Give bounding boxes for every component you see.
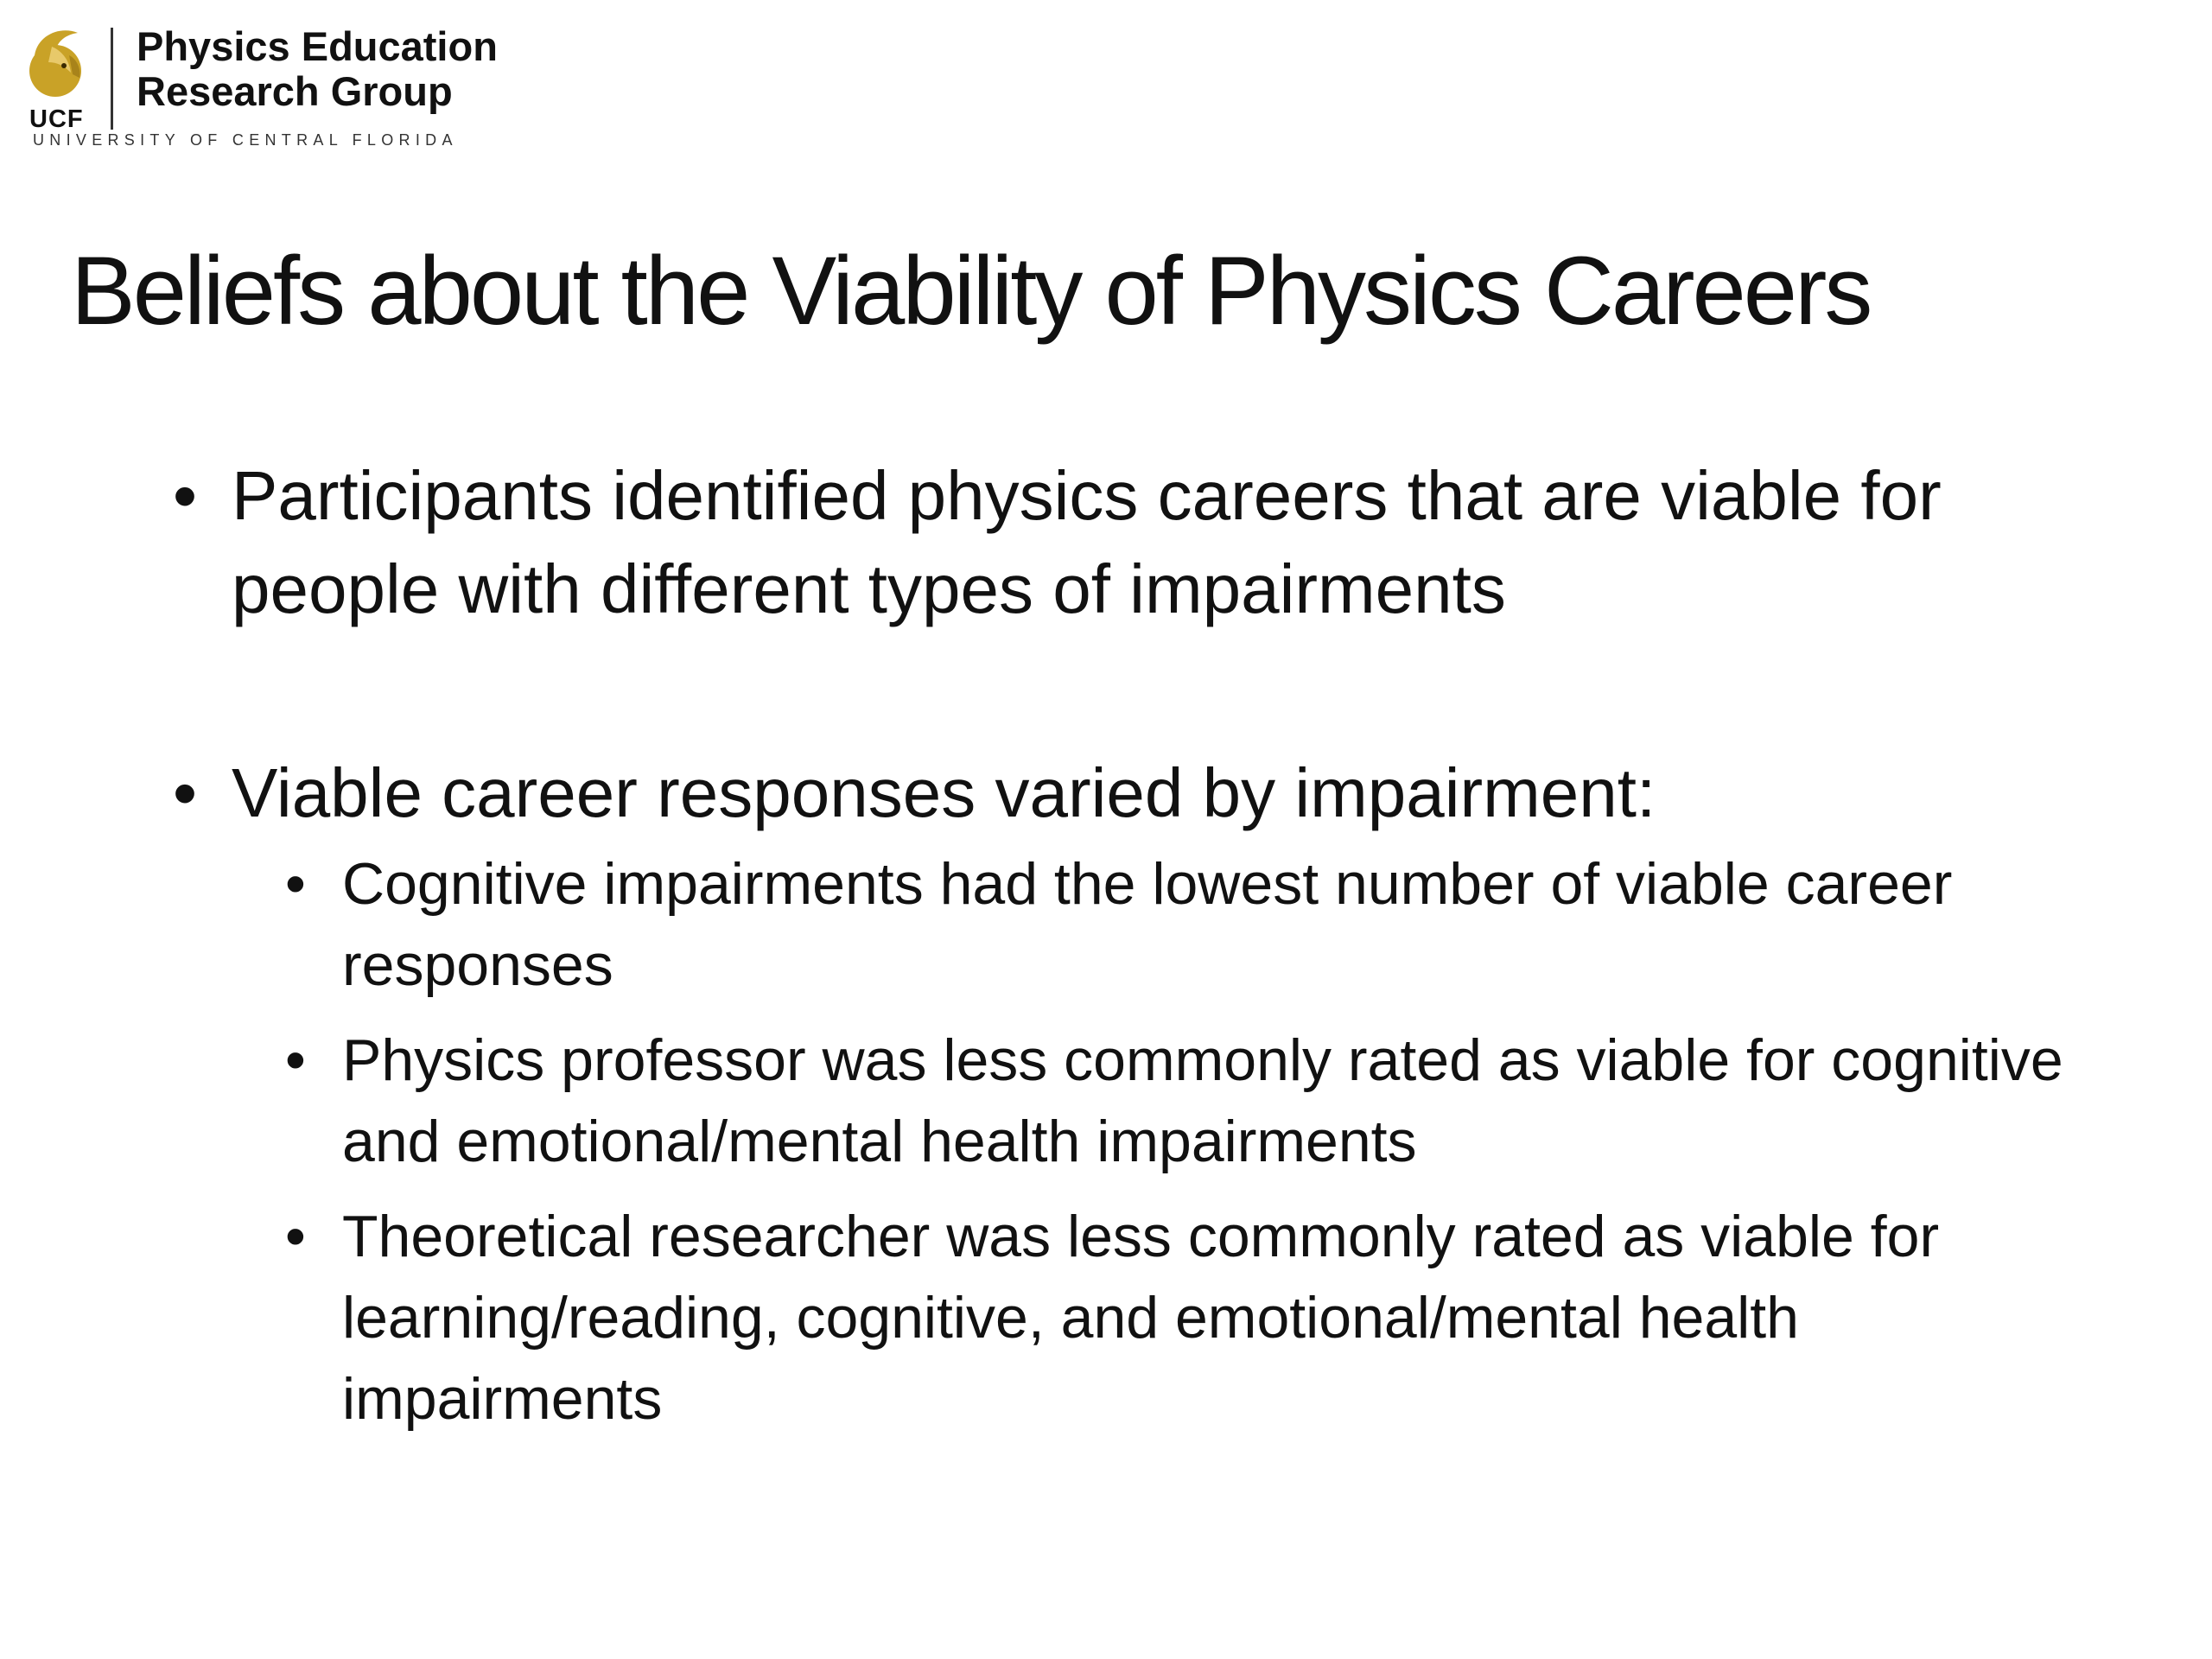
university-name: UNIVERSITY OF CENTRAL FLORIDA — [33, 131, 458, 149]
logo-divider — [111, 28, 113, 130]
ucf-logo — [26, 21, 544, 150]
group-name-line1: Physics Education — [137, 23, 498, 69]
bullet-list — [173, 449, 2074, 1453]
slide-title: Beliefs about the Viability of Physics Careers — [71, 237, 1871, 345]
sub-bullet-item: • Cognitive impairments had the lowest number of viable career responses — [282, 843, 2074, 1006]
bullet-item — [173, 747, 2074, 1440]
bullet-item — [173, 449, 2074, 636]
logo-abbrev: UCF — [29, 105, 84, 133]
group-name — [137, 24, 498, 114]
sub-bullet-item: • Physics professor was less commonly rated as viable for cognitive and emotional/mental health impairments — [282, 1020, 2074, 1182]
bullet-text: Participants identified physics careers that are viable for people with different types of impairments — [232, 457, 1942, 627]
sub-bullet-list — [282, 843, 2074, 1440]
pegasus-icon — [26, 21, 85, 107]
sub-bullet-item: • Theoretical researcher was less commonly rated as viable for learning/reading, cognitive, and emotional/mental health impairments — [282, 1196, 2074, 1440]
group-name-line2: Research Group — [137, 68, 453, 114]
bullet-text: Viable career responses varied by impairment: — [232, 754, 1656, 831]
